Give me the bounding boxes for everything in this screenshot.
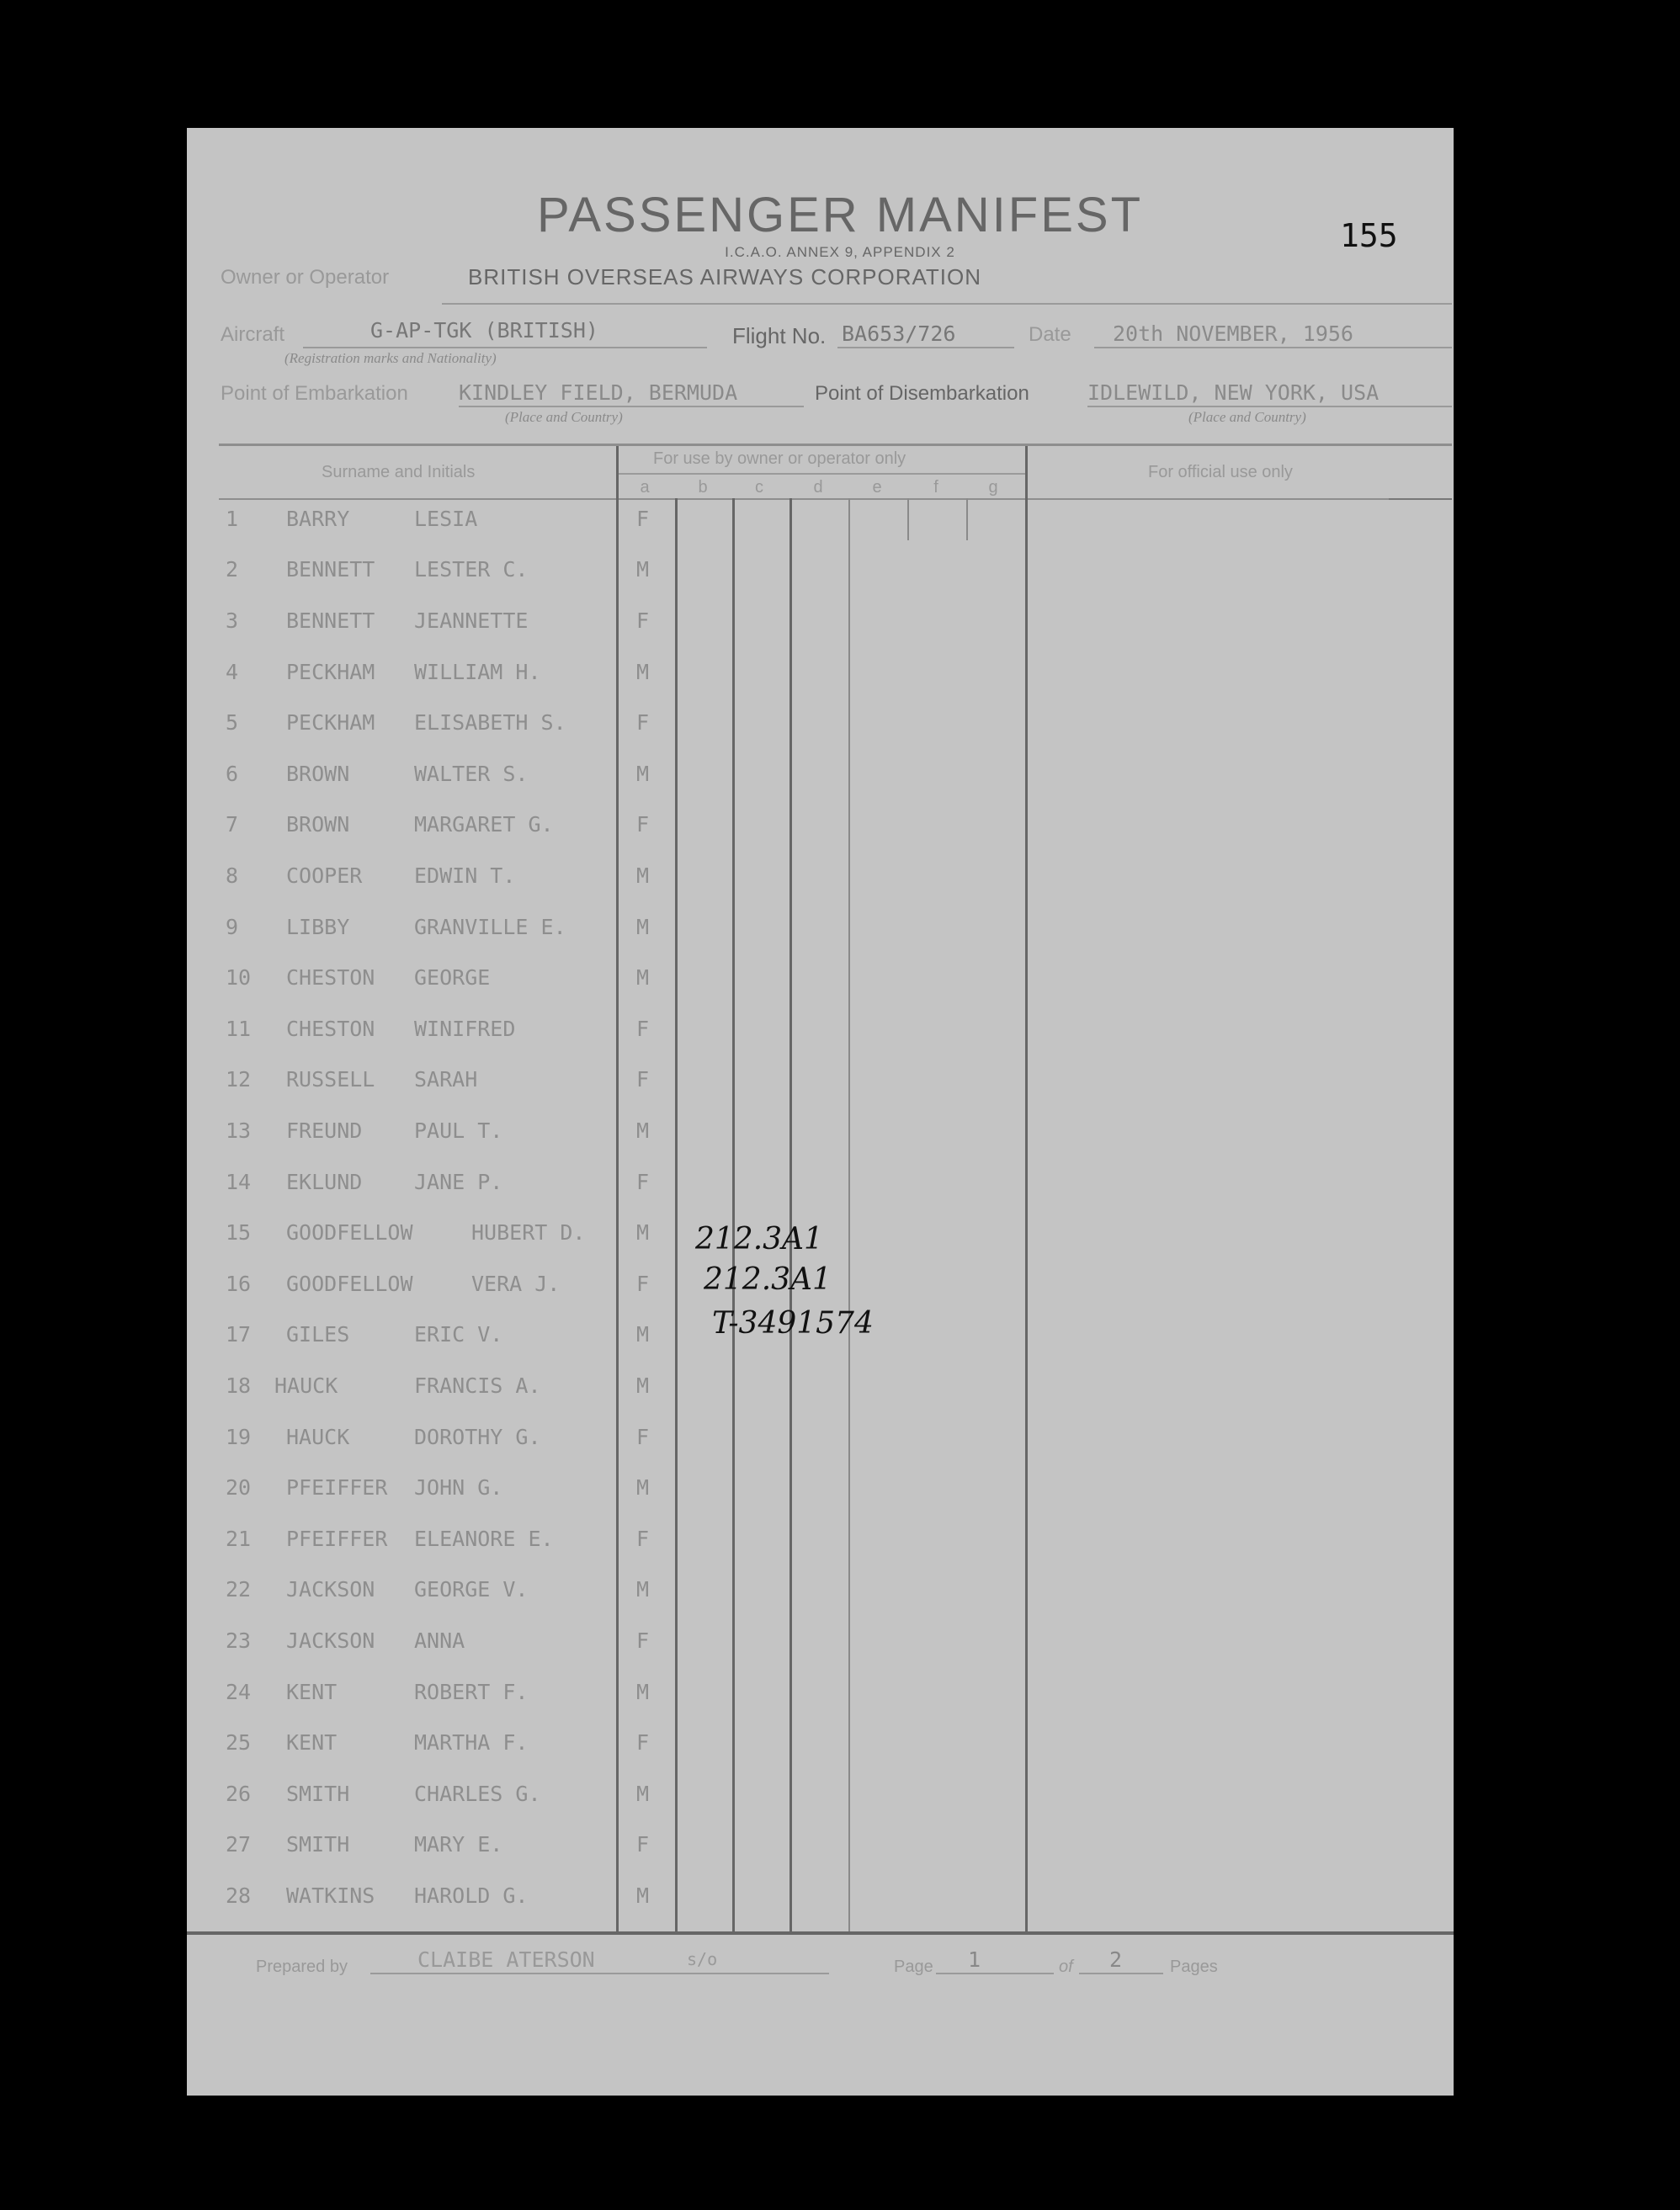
handwritten-annotation: 212.3A1	[704, 1262, 832, 1297]
row-number: 18	[226, 1373, 252, 1398]
aircraft-value: G-AP-TGK (BRITISH)	[370, 318, 598, 343]
passenger-row	[0, 1577, 1680, 1628]
passenger-surname: COOPER	[286, 863, 363, 888]
passenger-sex: M	[636, 863, 650, 888]
handwritten-annotation: T-3491574	[712, 1306, 874, 1341]
passenger-surname: BROWN	[286, 812, 350, 837]
row-number: 2	[226, 557, 239, 582]
passenger-surname: CHESTON	[286, 965, 375, 990]
passenger-given-names: ANNA	[414, 1628, 465, 1653]
prepared-by-suffix: s/o	[687, 1949, 718, 1969]
row-number: 10	[226, 965, 252, 990]
passenger-given-names: LESIA	[414, 507, 478, 531]
passenger-sex: M	[636, 1782, 650, 1806]
row-number: 15	[226, 1220, 252, 1245]
passenger-given-names: MARTHA F.	[414, 1730, 529, 1755]
row-number: 22	[226, 1577, 252, 1602]
passenger-row	[0, 1730, 1680, 1781]
row-number: 20	[226, 1475, 252, 1500]
passenger-surname: LIBBY	[286, 915, 350, 939]
row-number: 21	[226, 1527, 252, 1551]
passenger-surname: GOODFELLOW	[286, 1272, 413, 1296]
passenger-surname: BROWN	[286, 762, 350, 786]
row-number: 28	[226, 1883, 252, 1908]
passenger-given-names: SARAH	[414, 1067, 478, 1092]
passenger-sex: F	[636, 1425, 650, 1449]
passenger-surname: HAUCK	[286, 1425, 350, 1449]
passenger-sex: F	[636, 1272, 650, 1296]
passenger-given-names: JOHN G.	[414, 1475, 503, 1500]
row-number: 19	[226, 1425, 252, 1449]
col-f-header: f	[933, 478, 938, 497]
document-subtitle: I.C.A.O. ANNEX 9, APPENDIX 2	[725, 244, 955, 260]
passenger-sex: M	[636, 762, 650, 786]
page-underline	[936, 1973, 1054, 1974]
row-number: 8	[226, 863, 239, 888]
passenger-row	[0, 863, 1680, 914]
passenger-sex: F	[636, 1170, 650, 1194]
passenger-given-names: HAROLD G.	[414, 1883, 529, 1908]
passenger-sex: M	[636, 965, 650, 990]
passenger-sex: F	[636, 1832, 650, 1857]
passenger-surname: HAUCK	[274, 1373, 338, 1398]
passenger-row	[0, 1373, 1680, 1424]
date-underline	[1094, 347, 1452, 348]
passenger-row	[0, 965, 1680, 1016]
row-number: 26	[226, 1782, 252, 1806]
passenger-surname: KENT	[286, 1680, 338, 1704]
passenger-given-names: WINIFRED	[414, 1017, 516, 1041]
passenger-row	[0, 1017, 1680, 1067]
passenger-given-names: FRANCIS A.	[414, 1373, 541, 1398]
col-b-header: b	[698, 478, 708, 497]
passenger-given-names: GRANVILLE E.	[414, 915, 566, 939]
passenger-row	[0, 915, 1680, 965]
col-g-header: g	[988, 478, 998, 497]
passenger-surname: JACKSON	[286, 1577, 375, 1602]
passenger-given-names: PAUL T.	[414, 1118, 503, 1143]
row-number: 16	[226, 1272, 252, 1296]
row-number: 1	[226, 507, 239, 531]
passenger-sex: F	[636, 1067, 650, 1092]
prepared-by-label: Prepared by	[256, 1958, 348, 1976]
official-rule	[1389, 498, 1452, 500]
passenger-row	[0, 1832, 1680, 1883]
date-value: 20th NOVEMBER, 1956	[1113, 321, 1353, 346]
flight-label: Flight No.	[732, 323, 827, 348]
official-header: For official use only	[1148, 463, 1293, 481]
passenger-sex: M	[636, 1475, 650, 1500]
passenger-given-names: JEANNETTE	[414, 608, 529, 633]
passenger-surname: PFEIFFER	[286, 1475, 388, 1500]
table-header-rule	[219, 498, 1452, 500]
row-number: 14	[226, 1170, 252, 1194]
passenger-surname: BENNETT	[286, 608, 375, 633]
prepared-by-value: CLAIBE ATERSON	[417, 1947, 595, 1972]
page-number: 155	[1340, 217, 1398, 254]
col-c-header: c	[755, 478, 763, 497]
passenger-row	[0, 1628, 1680, 1679]
passenger-sex: F	[636, 1730, 650, 1755]
passenger-row	[0, 1118, 1680, 1169]
passenger-surname: WATKINS	[286, 1883, 375, 1908]
passenger-surname: SMITH	[286, 1832, 350, 1857]
row-number: 23	[226, 1628, 252, 1653]
passenger-surname: PECKHAM	[286, 710, 375, 735]
passenger-given-names: JANE P.	[414, 1170, 503, 1194]
passenger-given-names: WALTER S.	[414, 762, 529, 786]
of-value: 2	[1109, 1947, 1123, 1972]
pages-label: Pages	[1170, 1958, 1218, 1976]
passenger-row	[0, 762, 1680, 812]
passenger-row	[0, 1425, 1680, 1475]
passenger-row	[0, 1220, 1680, 1271]
row-number: 12	[226, 1067, 252, 1092]
passenger-sex: F	[636, 1628, 650, 1653]
passenger-given-names: CHARLES G.	[414, 1782, 541, 1806]
passenger-row	[0, 812, 1680, 863]
passenger-sex: M	[636, 660, 650, 684]
passenger-given-names: GEORGE V.	[414, 1577, 529, 1602]
passenger-surname: JACKSON	[286, 1628, 375, 1653]
row-number: 25	[226, 1730, 252, 1755]
passenger-given-names: GEORGE	[414, 965, 491, 990]
passenger-row	[0, 1680, 1680, 1730]
passenger-sex: F	[636, 1017, 650, 1041]
table-top-rule	[219, 444, 1452, 446]
surname-header: Surname and Initials	[322, 463, 476, 481]
row-number: 5	[226, 710, 239, 735]
operator-subheader-rule	[617, 473, 1025, 475]
operator-header: For use by owner or operator only	[653, 449, 906, 468]
passenger-sex: M	[636, 1680, 650, 1704]
passenger-surname: PECKHAM	[286, 660, 375, 684]
passenger-sex: F	[636, 812, 650, 837]
passenger-sex: M	[636, 1322, 650, 1347]
passenger-sex: M	[636, 1373, 650, 1398]
owner-label: Owner or Operator	[221, 266, 390, 289]
owner-value: BRITISH OVERSEAS AIRWAYS CORPORATION	[468, 264, 982, 290]
page-label: Page	[894, 1958, 933, 1976]
prepared-by-underline	[370, 1973, 829, 1974]
passenger-surname: CHESTON	[286, 1017, 375, 1041]
disembarkation-underline	[1087, 406, 1452, 407]
passenger-surname: BARRY	[286, 507, 350, 531]
embarkation-underline	[459, 406, 804, 407]
passenger-row	[0, 1067, 1680, 1118]
row-number: 4	[226, 660, 239, 684]
owner-rule	[442, 303, 1452, 305]
passenger-surname: GOODFELLOW	[286, 1220, 413, 1245]
passenger-sex: M	[636, 1577, 650, 1602]
row-number: 6	[226, 762, 239, 786]
passenger-row	[0, 557, 1680, 608]
passenger-sex: F	[636, 507, 650, 531]
passenger-sex: M	[636, 557, 650, 582]
row-number: 17	[226, 1322, 252, 1347]
row-number: 7	[226, 812, 239, 837]
row-number: 13	[226, 1118, 252, 1143]
aircraft-note: (Registration marks and Nationality)	[284, 350, 497, 366]
passenger-sex: F	[636, 710, 650, 735]
passenger-sex: M	[636, 1220, 650, 1245]
passenger-surname: SMITH	[286, 1782, 350, 1806]
passenger-sex: F	[636, 608, 650, 633]
col-d-header: d	[813, 478, 823, 497]
passenger-row	[0, 608, 1680, 659]
passenger-surname: EKLUND	[286, 1170, 363, 1194]
passenger-row	[0, 710, 1680, 761]
embarkation-note: (Place and Country)	[505, 409, 623, 425]
passenger-surname: BENNETT	[286, 557, 375, 582]
row-number: 9	[226, 915, 239, 939]
passenger-given-names: MARGARET G.	[414, 812, 554, 837]
passenger-given-names: ELEANORE E.	[414, 1527, 554, 1551]
disembarkation-note: (Place and Country)	[1188, 409, 1306, 425]
embarkation-value: KINDLEY FIELD, BERMUDA	[459, 380, 738, 405]
passenger-given-names: ERIC V.	[414, 1322, 503, 1347]
embarkation-label: Point of Embarkation	[221, 382, 408, 405]
passenger-given-names: HUBERT D.	[471, 1220, 586, 1245]
flight-value: BA653/726	[842, 321, 956, 346]
passenger-sex: M	[636, 1883, 650, 1908]
page-value: 1	[968, 1947, 981, 1972]
aircraft-underline	[303, 347, 707, 348]
passenger-given-names: ELISABETH S.	[414, 710, 566, 735]
passenger-given-names: VERA J.	[471, 1272, 561, 1296]
passenger-row	[0, 1883, 1680, 1934]
row-number: 27	[226, 1832, 252, 1857]
col-e-header: e	[872, 478, 882, 497]
passenger-given-names: MARY E.	[414, 1832, 503, 1857]
passenger-given-names: ROBERT F.	[414, 1680, 529, 1704]
passenger-given-names: DOROTHY G.	[414, 1425, 541, 1449]
passenger-surname: KENT	[286, 1730, 338, 1755]
row-number: 11	[226, 1017, 252, 1041]
passenger-sex: F	[636, 1527, 650, 1551]
passenger-surname: PFEIFFER	[286, 1527, 388, 1551]
passenger-surname: GILES	[286, 1322, 350, 1347]
of-label: of	[1059, 1958, 1073, 1976]
handwritten-annotation: 212.3A1	[695, 1222, 823, 1256]
passenger-sex: M	[636, 915, 650, 939]
passenger-given-names: WILLIAM H.	[414, 660, 541, 684]
passenger-row	[0, 1782, 1680, 1832]
passenger-surname: RUSSELL	[286, 1067, 375, 1092]
flight-underline	[837, 347, 1014, 348]
passenger-row	[0, 660, 1680, 710]
date-label: Date	[1029, 323, 1071, 346]
passenger-given-names: EDWIN T.	[414, 863, 516, 888]
passenger-given-names: LESTER C.	[414, 557, 529, 582]
passenger-row	[0, 1527, 1680, 1577]
passenger-row	[0, 1170, 1680, 1220]
disembarkation-label: Point of Disembarkation	[815, 382, 1029, 405]
passenger-row	[0, 507, 1680, 557]
of-underline	[1079, 1973, 1163, 1974]
col-a-header: a	[640, 478, 650, 497]
row-number: 3	[226, 608, 239, 633]
passenger-sex: M	[636, 1118, 650, 1143]
passenger-row	[0, 1475, 1680, 1526]
row-number: 24	[226, 1680, 252, 1704]
passenger-surname: FREUND	[286, 1118, 363, 1143]
document-title: PASSENGER MANIFEST	[536, 188, 1144, 242]
aircraft-label: Aircraft	[221, 323, 285, 346]
disembarkation-value: IDLEWILD, NEW YORK, USA	[1087, 380, 1380, 405]
